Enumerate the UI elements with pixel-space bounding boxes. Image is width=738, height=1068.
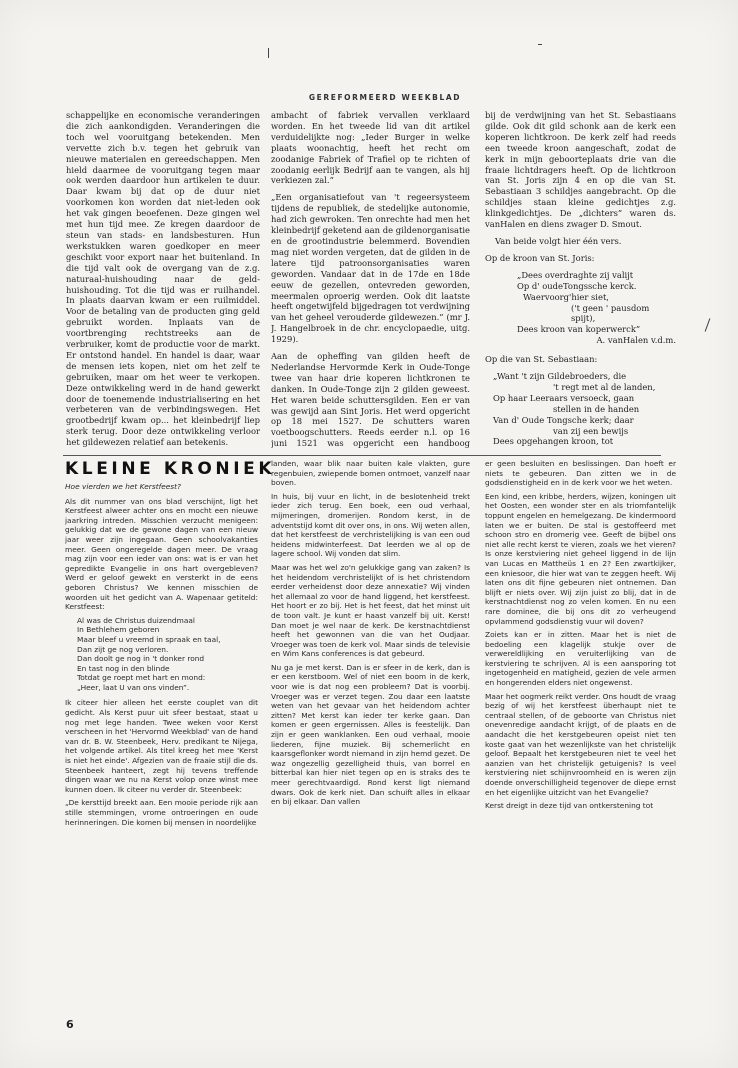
poem-line: 't regt met al de landen, [553,381,656,392]
paragraph: ambacht of fabriek vervallen verklaard worden. En het tweede lid van dit artikel verduidelijkte nog: „Ieder Burger in welke plaats woonachtig, heeft het recht om zoodanige Fabriek of Trafiel op te richten of zoodanig eerlijk Bedrijf aan te vangen, als hij verkiezen zal.” [271,110,470,186]
article-column-1 [66,110,260,448]
paragraph: Nu ga je met kerst. Dan is er sfeer in de kerk, dan is er een kerstboom. Wel of niet een boom in de kerk, voor wie is dat nog een probleem? Dat is voorbij. Vroeger was er verzet tegen. Zou daar een laatste weten van het gevaar van het heidendom achter zitten? Met kerst kan ieder ter kerke gaan. Dan komen er geen ergernissen. Alles is feestelijk. Dan zijn er geen wanklanken. Een oud verhaal, mooie liederen, fijne muziek. Bij schemerlicht en kaarsgeflonker wordt niemand in zijn hemd gezet. De waz ongezellig gezelligheid thuis, van borrel en bitterbal kan hier niet tegen op en is straks des te meer gerechtvaardigd. Rond kerst ligt niemand dwars. Ook de kerk niet. Dan schuift alles in elkaar en bij elkaar. Dan vallen [271,662,470,807]
paragraph: Als dit nummer van ons blad verschijnt, ligt het Kerstfeest alweer achter ons en mocht een nieuwe jaarkring intreden. Misschien verzucht menigeen: gelukkig dat we de gewone dagen van een nieuw jaar weer zijn ingegaan. Geen schoolvakanties meer. Geen ongeregelde dagen meer. De vraag mag zijn voor een ieder van ons: wat is er van het gepredikte Evangelie in ons hart overgebleven? Werd er geloof gewekt en versterkt in de eens geboren Christus? We kennen misschien de woorden uit het gedicht van A. Wapenaar getiteld: Kerstfeest: [65,496,258,612]
paragraph: er geen besluiten en beslissingen. Dan hoeft er niets te gebeuren. Dan zitten we in de godsdienstigheid en in de kerk voor we het weten. [485,459,676,488]
kroniek-column-2 [271,459,470,1007]
poem-line: Dan zijt ge nog verloren. [77,644,169,654]
kroniek-column-1 [65,482,258,1007]
poem-line: Maar bleef u vreemd in spraak en taal, [77,634,221,644]
poem-line: „Dees overdraghte zij valijt [517,269,634,280]
poem-kerstfeest [77,616,258,693]
poem-line: In Bethlehem geboren [77,625,160,635]
page-number: 6 [66,1018,74,1031]
kroniek-column-3 [485,459,676,1007]
poem-line: Al was de Christus duizendmaal [77,615,195,625]
poem-line: Totdat ge roept met hart en mond: [77,673,206,683]
poem-intro: Op die van St. Sebastiaan: [485,354,598,365]
poem-st-sebastiaan [485,371,676,448]
paragraph: In huis, bij vuur en licht, in de beslotenheid trekt ieder zich terug. Een boek, een oud verhaal, mijmeringen, dromerijen. Rondom kerst, in de adventstijd komt dit over ons, in ons. Wij weten allen, dat het kerstfeest de verchristelijking is van een oud heidens midwinterfeest. Dat leerden we al op de lagere school. Wij vonden dat slim. [271,491,470,559]
section-title: KLEINE KRONIEK [65,459,276,479]
poem-intro: Op de kroon van St. Joris: [485,252,595,263]
poem-author: A. vanHalen v.d.m. [596,335,676,346]
poem-st-joris [485,270,676,346]
scan-mark [705,318,711,331]
poem-line: Op haar Leeraars versoeck, gaan [493,392,635,403]
paragraph: Maar was het wel zo'n gelukkige gang van zaken? Is het heidendom verchristelijkt of is het christendom eerder verheidenst door deze annexatie? Wij vinden het allemaal zo voor de hand liggend, het kerstfeest. Het hoort er zo bij. Het is het feest, dat het minst uit de toon valt. Je kunt er haast vanzelf bij uit. Kerst! Dan moet je wel naar de kerk. De kerstnachtdienst heeft het gewonnen van die van het Oudjaar. Vroeger was toen de kerk vol. Maar sinds de televisie en Wim Kans conferences is dat gebeurd. [271,562,470,659]
paragraph: Een kind, een kribbe, herders, wijzen, koningen uit het Oosten, een wonder ster en als triomfantelijk toppunt engelen en hemelgezang. De kindermoord laten we er buiten. De stal is gestoffeerd met schoon stro en dromerig vee. Geeft de bijbel ons niet alle recht kerst te vieren, zoals we het vieren? Is onze kerstviering niet geheel liggend in de lijn van Lucas en Mattheüs 1 en 2? Een zwartkijker, een kniesoor, die hier wat van te zeggen heeft. Wij laten ons dit fijne gebeuren niet ontnemen. Dan blijft er niets over. Wij zijn juist zo blij, dat in de kerstnachtdienst nog zo velen komen. En nu een rare dominee, die bij ons dit zo verheugend opvlammend godsdienstig vuur wil doven? [485,491,676,626]
paragraph: Aan de opheffing van gilden heeft de Nederlandse Hervormde Kerk in Oude-Tonge twee van haar drie koperen lichtkronen te danken. In Oude-Tonge zijn 2 gilden geweest. Het waren beide schuttersgilden. Een er van was gewijd aan Sint Joris. Het werd opgericht op 18 mei 1527. De schutters waren voetboogschutters. Reeds eerder n.l. op 16 juni 1521 was opgericht een handboog [271,351,470,448]
poem-line: En tast nog in den blinde [77,663,170,673]
paragraph: landen, waar blik naar buiten kale vlakten, gure regenbuien, zwiepende bomen ontmoet, vanzelf naar boven. [271,459,470,488]
paragraph: bij de verdwijning van het St. Sebastiaans gilde. Ook dit gild schonk aan de kerk een koperen lichtkroon. De kerk zelf had reeds een tweede kroon aangeschaft, zodat de kerk in mijn geboorteplaats drie van die fraaie lichtdragers heeft. Op de lichtkroon van St. Joris zijn 4 en op die van St. Sebastiaan 3 schildjes aangebracht. Op die schildjes staan kleine gedichtjes z.g. klinkgedichtjes. De „dichters” waren ds. vanHalen en diens zwager D. Smout. [485,110,676,230]
poem-line: Dan doolt ge nog in 't donker rond [77,654,205,664]
paragraph: Maar het oogmerk reikt verder. Ons houdt de vraag bezig of wij het kerstfeest überhaupt niet te centraal stellen, of de geboorte van Christus niet onevenredige aandacht krijgt, of de plaats en de aandacht die het kerstgebeuren opeist niet ten koste gaat van het wezenlijkste van het christelijk geloof. Bepaalt het kerstgebeuren niet te veel het aanzien van het christelijk getuigenis? Is veel kerstviering niet schijnvroomheid en is weren zijn doende onverschilligheid tegenover de diepe ernst en het eigenlijke uitzicht van het Evangelie? [485,691,676,797]
paragraph: „Een organisatiefout van 't regeersysteem tijdens de republiek, de stedelijke autonomie, had zich gewroken. Ten onrechte had men het kleinbedrijf geketend aan de gildenorganisatie en de grootindustrie belemmerd. Bovendien mag niet worden vergeten, dat de gilden in de latere tijd patroonsorganisaties waren geworden. Vandaar dat in de 17de en 18de eeuw de gezellen, ontevreden geworden, meermalen oproerig werden. Ook dit laatste heeft ongetwijfeld bijgedragen tot verdwijning van het geheel verouderde gildewezen.” (mr J. J. Hangelbroek in de chr. encyclopaedie, uitg. 1929). [271,192,470,345]
paragraph: Ik citeer hier alleen het eerste couplet van dit gedicht. Als Kerst puur uit sfeer bestaat, staat u nog met lege handen. Twee weken voor Kerst verscheen in het 'Hervormd Weekblad' van de hand van dr. B. W. Steenbeek, Herv. predikant te Nijega, het volgende artikel. Als titel kreeg het mee 'Kerst is niet het einde'. Afgezien van de fraaie stijl die ds. Steenbeek hanteert, zegt hij tevens treffende dingen waar we nu na Kerst volop onze winst mee kunnen doen. Ik citeer nu verder dr. Steenbeek: [65,698,258,794]
poem-line: ('t geen ' pausdom spijt), [571,302,650,324]
poem-line [493,447,676,448]
article-column-3 [485,110,676,448]
paragraph: schappelijke en economische veranderingen die zich aankondigden. Veranderingen die toch wel vooruitgang betekenden. Men vervette zich b.v. tegen het gebruik van nieuwe materialen en gereedschappen. Men hield daarmee de vooruitgang tegen maar ook werden daardoor hun artikelen te duur. Daar kwam bij dat op de duur niet voorkomen kon worden dat niet-leden ook het vak gingen beoefenen. Deze gingen wel met hun tijd mee. Ze kregen daardoor de steun van stads- en landsbesturen. Hun werkstukken waren goedkoper en meer geschikt voor export naar het buitenland. In die tijd valt ook de overgang van de z.g. naturaal-huishouding naar de geld-huishouding. Tot die tijd was er ruilhandel. In plaats daarvan kwam er een ruilmiddel. Voor de betaling van de producten ging geld gebruikt worden. Inplaats van de voortbrenging rechtstreeks aan de verbruiker, komt de productie voor de markt. Er ontstond handel. En handel is daar, waar de mensen iets kopen, niet om het zelf te gebruiken, maar om het weer te verkopen. Deze ontwikkeling werd in de hand gewerkt door de toenemende industrialisering en het verbeteren van de verbindingswegen. Het grootbedrijf kwam op... het kleinbedrijf liep sterk terug. Door deze ontwikkeling verloor het gildewezen relatief aan betekenis. [66,110,260,448]
section-subtitle: Hoe vierden we het Kerstfeest? [65,482,181,491]
poem-line: Op d' oudeTongssche kerck. [517,280,637,291]
paragraph: Van beide volgt hier één vers. [495,235,622,246]
poem-line: stellen in de handen [553,403,640,414]
poem-line: van zij een bewijs [553,425,629,436]
running-header: GEREFORMEERD WEEKBLAD [308,93,462,102]
poem-line: Van d' Oude Tongsche kerk; daar [493,414,634,425]
poem-line: Dees opgehangen kroon, tot [493,436,614,447]
paragraph: „De kersttijd breekt aan. Een mooie periode rijk aan stille stemmingen, vrome ontroeringen en oude herinneringen. Die komen bij mensen in noordelijke [65,798,258,827]
poem-line: Waervoorg'hier siet, [523,291,609,302]
poem-line: Dees kroon van koperwerck” [517,324,641,335]
paragraph: Zoiets kan er in zitten. Maar het is niet de bedoeling een klagelijk stukje over de verwereldlijking en veruiterlijking van de kerstviering te schrijven. Al is een aansporing tot ingetogenheid en matigheid, gezien de vele armen en hongerenden elders niet ongewenst. [485,630,676,688]
poem-line: „Heer, laat U van ons vinden”. [77,682,190,692]
section-divider [63,455,661,456]
scan-mark [538,44,542,45]
scan-mark [268,48,269,58]
article-column-2 [271,110,470,448]
paragraph: Kerst dreigt in deze tijd van ontkerstening tot [485,801,654,811]
poem-line: „Want 't zijn Gildebroeders, die [493,371,627,382]
